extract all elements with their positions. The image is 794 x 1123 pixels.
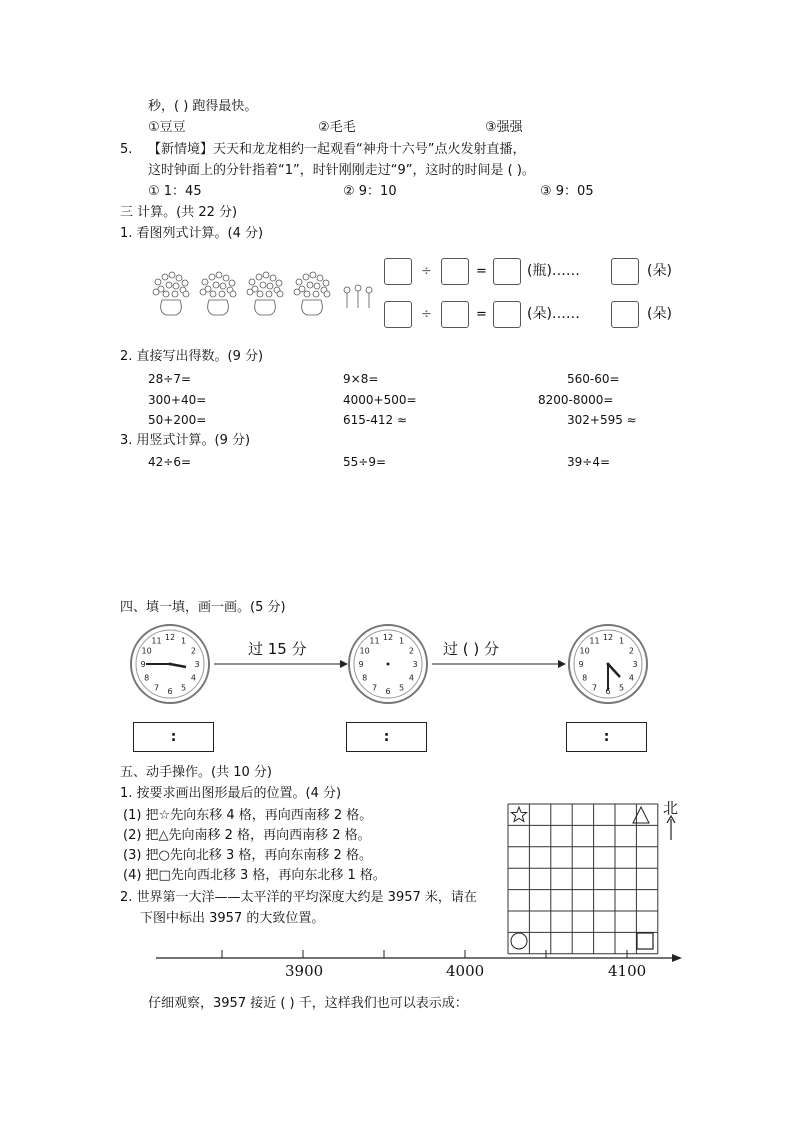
q4-option-1: ①豆豆 — [148, 120, 186, 135]
move-instruction-1: (1) 把☆先向东移 4 格，再向西南移 2 格。 — [123, 808, 373, 823]
clock-number: 7 — [371, 683, 378, 693]
clock-number: 4 — [628, 673, 634, 683]
north-label: 北 — [663, 799, 679, 817]
eq1-unit-bottle: (瓶)…… — [527, 263, 580, 279]
move-instruction-2: (2) 把△先向南移 2 格，再向西南移 2 格。 — [123, 828, 371, 843]
clock-number: 10 — [141, 646, 152, 656]
section5-part2-line1: 2. 世界第一大洋——太平洋的平均深度大约是 3957 米，请在 — [120, 890, 477, 905]
section3-part2-title: 2. 直接写出得数。(9 分) — [120, 349, 264, 364]
tick-label-3900: 3900 — [285, 962, 324, 980]
eq1-box-divisor[interactable] — [441, 258, 469, 285]
q4-option-3: ③强强 — [485, 120, 523, 135]
eq1-equals-sign: = — [476, 264, 487, 279]
eq1-box-quotient[interactable] — [493, 258, 521, 285]
vertical-calc-item: 42÷6= — [148, 455, 192, 469]
q5-line2: 这时钟面上的分针指着“1”，时针刚刚走过“9”，这时的时间是 ( )。 — [148, 163, 535, 178]
clock-number: 10 — [579, 646, 590, 656]
eq1-box-remainder[interactable] — [611, 258, 639, 285]
clock-number: 1 — [618, 636, 625, 646]
q5-tag: 【新情境】 — [148, 142, 214, 157]
eq1-box-dividend[interactable] — [384, 258, 412, 285]
eq2-box-divisor[interactable] — [441, 301, 469, 328]
loose-flowers — [344, 285, 372, 308]
section5-part2-line2: 下图中标出 3957 的大致位置。 — [140, 911, 325, 926]
section3-title: 三 计算。(共 22 分) — [120, 205, 238, 220]
clock-number: 6 — [385, 687, 391, 696]
q5-option-2: ② 9：10 — [343, 184, 397, 199]
clock-number: 8 — [144, 673, 150, 683]
clock-number: 4 — [408, 673, 414, 683]
calc-item: 8200-8000= — [538, 393, 614, 407]
clock-end-answer-box[interactable]: : — [566, 722, 647, 752]
movement-grid[interactable] — [507, 803, 661, 955]
calc-item: 50+200= — [148, 413, 207, 427]
clock-middle-answer-box[interactable]: : — [346, 722, 427, 752]
section4-title: 四、填一填，画一画。(5 分) — [120, 600, 286, 615]
clock-number: 9 — [140, 660, 146, 669]
clock-number: 12 — [164, 633, 176, 642]
clock-number: 10 — [359, 646, 370, 656]
eq2-unit-flower: (朵)…… — [527, 306, 580, 322]
clock-end — [569, 625, 647, 703]
move-instruction-4: (4) 把□先向西北移 3 格，再向东北移 1 格。 — [123, 868, 386, 883]
q4-option-2: ②毛毛 — [318, 120, 356, 135]
calc-item: 9×8= — [343, 372, 379, 386]
clock-number: 11 — [589, 636, 600, 646]
clock-sequence — [128, 622, 688, 707]
eq2-box-quotient[interactable] — [493, 301, 521, 328]
vertical-calc-item: 39÷4= — [567, 455, 611, 469]
clock-number: 5 — [398, 683, 405, 693]
clock-start — [131, 625, 209, 703]
north-arrow-icon — [666, 815, 676, 841]
section5-title: 五、动手操作。(共 10 分) — [120, 765, 272, 780]
clock-number: 11 — [151, 636, 162, 646]
vase-group-4 — [294, 272, 330, 315]
clock-number: 9 — [358, 660, 364, 669]
section3-part3-title: 3. 用竖式计算。(9 分) — [120, 433, 251, 448]
clock-number: 11 — [369, 636, 380, 646]
number-line[interactable] — [152, 944, 684, 964]
clock-number: 3 — [412, 660, 418, 669]
clock-number: 1 — [398, 636, 405, 646]
tick-label-4000: 4000 — [446, 962, 485, 980]
move-instruction-3: (3) 把○先向北移 3 格，再向东南移 2 格。 — [123, 848, 372, 863]
eq2-unit-flower-remainder: (朵) — [647, 306, 672, 322]
clock-number: 3 — [194, 660, 200, 669]
tick-label-4100: 4100 — [608, 962, 647, 980]
clock-number: 2 — [408, 646, 414, 656]
clock-number: 5 — [180, 683, 187, 693]
clock-start-answer-box[interactable]: : — [133, 722, 214, 752]
vertical-calc-item: 55÷9= — [343, 455, 387, 469]
triangle-shape — [633, 807, 649, 823]
clock-number: 8 — [582, 673, 588, 683]
eq1-unit-flower: (朵) — [647, 263, 672, 279]
clock-number: 3 — [632, 660, 638, 669]
clock-number: 1 — [180, 636, 187, 646]
calc-item: 300+40= — [148, 393, 207, 407]
q5-line1: 天天和龙龙相约一起观看“神舟十六号”点火发射直播， — [213, 142, 526, 157]
q4-line-end: 秒，( ) 跑得最快。 — [148, 99, 258, 114]
clock-number: 7 — [591, 683, 598, 693]
q5-option-3: ③ 9：05 — [540, 184, 594, 199]
clock-number: 7 — [153, 683, 160, 693]
arrow-1-label: 过 15 分 — [248, 640, 307, 658]
q5-option-1: ① 1：45 — [148, 184, 202, 199]
clock-number: 12 — [382, 633, 394, 642]
section5-footer: 仔细观察，3957 接近 ( ) 千，这样我们也可以表示成： — [148, 996, 468, 1011]
clock-number: 4 — [190, 673, 196, 683]
flower-vases-picture — [148, 268, 380, 318]
clock-number: 6 — [605, 687, 611, 696]
arrow-2-label: 过 ( ) 分 — [443, 640, 500, 658]
calc-item: 4000+500= — [343, 393, 417, 407]
calc-item: 28÷7= — [148, 372, 192, 386]
vase-group-1 — [153, 272, 189, 315]
section3-part1-title: 1. 看图列式计算。(4 分) — [120, 226, 264, 241]
star-shape — [511, 807, 526, 822]
clock-middle — [349, 625, 427, 703]
clock-number: 6 — [167, 687, 173, 696]
clock-number: 2 — [190, 646, 196, 656]
calc-item: 615-412 ≈ — [343, 413, 408, 427]
section5-part1-title: 1. 按要求画出图形最后的位置。(4 分) — [120, 786, 342, 801]
clock-number: 12 — [602, 633, 614, 642]
eq2-box-dividend[interactable] — [384, 301, 412, 328]
eq2-divide-sign: ÷ — [421, 307, 432, 322]
calc-item: 302+595 ≈ — [567, 413, 637, 427]
eq1-divide-sign: ÷ — [421, 264, 432, 279]
vase-group-3 — [247, 272, 283, 315]
clock-number: 5 — [618, 683, 625, 693]
eq2-box-remainder[interactable] — [611, 301, 639, 328]
clock-number: 8 — [362, 673, 368, 683]
vase-group-2 — [200, 272, 236, 315]
clock-number: 9 — [578, 660, 584, 669]
eq2-equals-sign: = — [476, 307, 487, 322]
q5-number: 5. — [120, 142, 133, 157]
clock-number: 2 — [628, 646, 634, 656]
calc-item: 560-60= — [567, 372, 620, 386]
